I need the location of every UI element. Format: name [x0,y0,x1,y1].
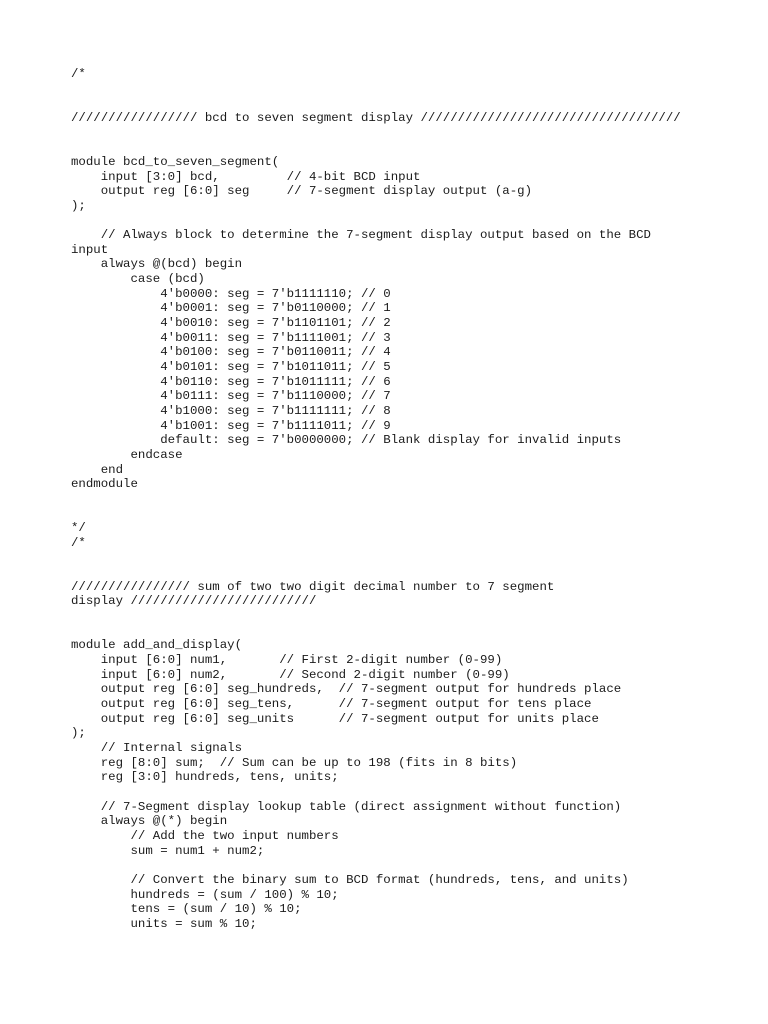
code-line: // Always block to determine the 7-segment display output based on the BCD [71,228,651,243]
code-line [71,82,681,97]
code-line: default: seg = 7'b0000000; // Blank display for invalid inputs [71,433,622,448]
code-line: hundreds = (sum / 100) % 10; [71,887,339,902]
code-line: // Convert the binary sum to BCD format (hundreds, tens, and units) [71,872,629,887]
code-line: input [6:0] num2, // Second 2-digit number (0-99) [71,667,510,682]
code-line: endmodule [71,477,138,492]
code-line: // 7-Segment display lookup table (direct assignment without function) [71,799,622,814]
code-line [71,492,681,507]
code-line: module add_and_display( [71,638,243,653]
code-line [71,565,681,580]
code-line: 4'b0111: seg = 7'b1110000; // 7 [71,389,391,404]
code-line: 4'b0000: seg = 7'b1111110; // 0 [71,286,391,301]
code-line: output reg [6:0] seg // 7-segment display output (a-g) [71,184,533,199]
code-line: output reg [6:0] seg_hundreds, // 7-segment output for hundreds place [71,682,622,697]
code-line: // Add the two input numbers [71,828,339,843]
code-line: always @(bcd) begin [71,257,243,272]
code-line: endcase [71,447,183,462]
code-line: ); [71,198,86,213]
code-line: 4'b0100: seg = 7'b0110011; // 4 [71,345,391,360]
code-line: ); [71,726,86,741]
code-line: */ [71,521,86,536]
code-line: reg [3:0] hundreds, tens, units; [71,770,339,785]
code-line: 4'b0001: seg = 7'b0110000; // 1 [71,301,391,316]
code-line [71,858,681,873]
code-line: /* [71,535,86,550]
code-line [71,214,681,229]
code-line: module bcd_to_seven_segment( [71,154,280,169]
code-line: input [6:0] num1, // First 2-digit number (0-99) [71,653,503,668]
code-line: input [3:0] bcd, // 4-bit BCD input [71,169,421,184]
code-line: 4'b0011: seg = 7'b1111001; // 3 [71,330,391,345]
code-line: 4'b0010: seg = 7'b1101101; // 2 [71,316,391,331]
code-line: output reg [6:0] seg_tens, // 7-segment output for tens place [71,697,592,712]
code-line: ///////////////// bcd to seven segment display /////////////////////////////////// [71,110,681,125]
code-line: units = sum % 10; [71,916,257,931]
code-line [71,126,681,141]
code-line: display ///////////////////////// [71,594,317,609]
code-line [71,609,681,624]
code-line [71,551,681,566]
code-line [71,624,681,639]
code-line: /* [71,67,86,81]
code-line: 4'b0110: seg = 7'b1011111; // 6 [71,374,391,389]
code-line: always @(*) begin [71,814,228,829]
code-line: 4'b1001: seg = 7'b1111011; // 9 [71,418,391,433]
code-line: output reg [6:0] seg_units // 7-segment output for units place [71,711,599,726]
code-line: case (bcd) [71,272,205,287]
code-line [71,507,681,522]
code-line: //////////////// sum of two two digit decimal number to 7 segment [71,579,555,594]
code-line [71,785,681,800]
code-line: 4'b1000: seg = 7'b1111111; // 8 [71,404,391,419]
code-line: input [71,242,109,257]
code-listing [71,67,681,932]
code-line: 4'b0101: seg = 7'b1011011; // 5 [71,360,391,375]
code-line: sum = num1 + num2; [71,843,265,858]
code-line [71,140,681,155]
code-line: tens = (sum / 10) % 10; [71,902,302,917]
code-line: // Internal signals [71,741,243,756]
code-line: reg [8:0] sum; // Sum can be up to 198 (fits in 8 bits) [71,755,518,770]
code-line [71,96,681,111]
code-line: end [71,462,124,477]
